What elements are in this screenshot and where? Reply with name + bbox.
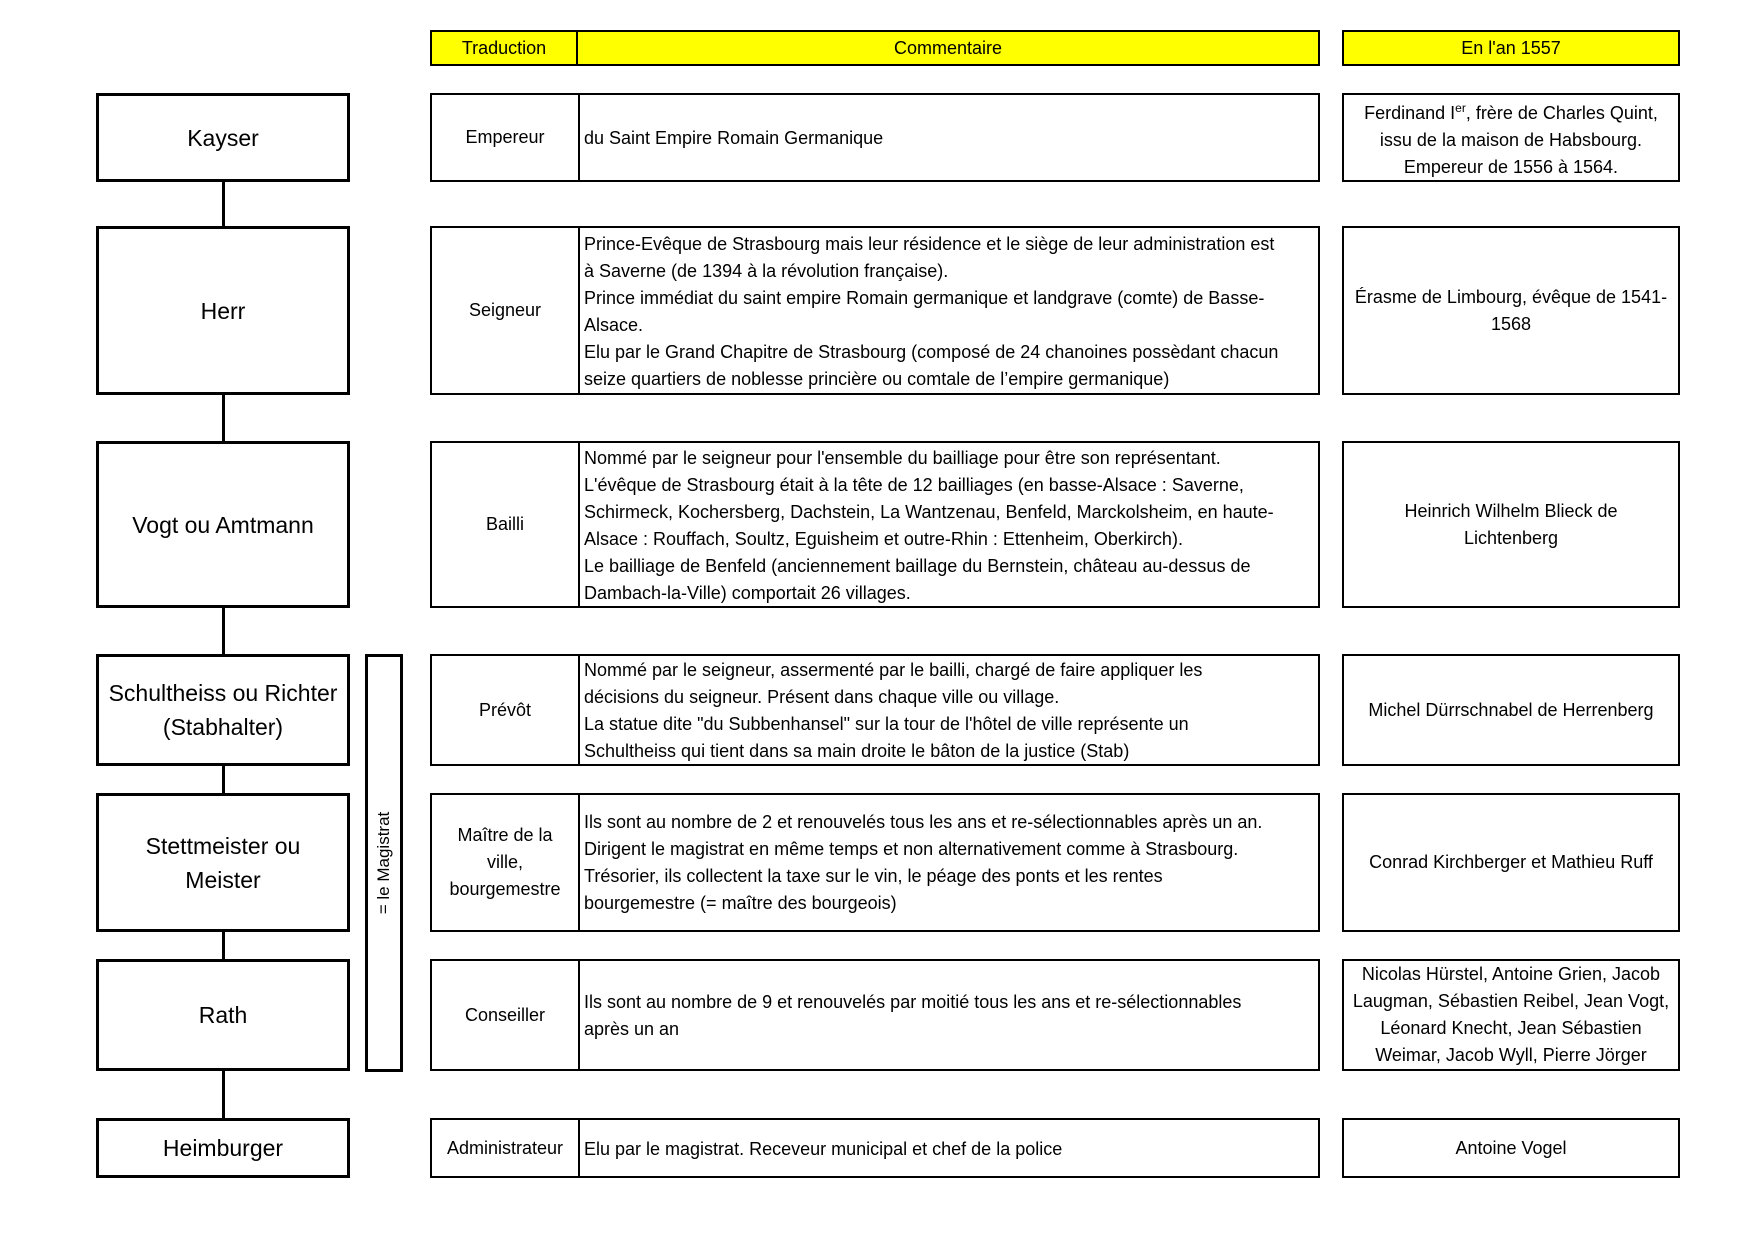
row-schultheiss <box>430 654 1320 766</box>
connector <box>222 608 225 654</box>
title-vogt: Vogt ou Amtmann <box>96 441 350 608</box>
traduction-cell: Administrateur <box>432 1120 580 1176</box>
title-heimburger: Heimburger <box>96 1118 350 1178</box>
commentaire-cell: du Saint Empire Romain Germanique <box>584 128 884 148</box>
header-commentaire: Commentaire <box>576 30 1320 66</box>
row-herr <box>430 226 1320 395</box>
commentaire-cell: Elu par le magistrat. Receveur municipal et chef de la police <box>584 1138 1063 1159</box>
title-rath: Rath <box>96 959 350 1071</box>
annee-cell: Michel Dürrschnabel de Herrenberg <box>1342 654 1680 766</box>
row-vogt <box>430 441 1320 608</box>
title-herr: Herr <box>96 226 350 395</box>
traduction-cell: Empereur <box>432 95 580 180</box>
annee-cell: Antoine Vogel <box>1342 1118 1680 1178</box>
magistrat-label: = le Magistrat <box>374 811 393 915</box>
annee-cell: Nicolas Hürstel, Antoine Grien, Jacob Laugman, Sébastien Reibel, Jean Vogt, Léonard Knecht, Jean Sébastien Weimar, Jacob Wyll, Pierre Jörger <box>1342 959 1680 1071</box>
header-annee: En l'an 1557 <box>1342 30 1680 66</box>
annee-cell: Heinrich Wilhelm Blieck de Lichtenberg <box>1342 441 1680 608</box>
row-heimburger <box>430 1118 1320 1178</box>
annee-cell: Érasme de Limbourg, évêque de 1541- 1568 <box>1342 226 1680 395</box>
title-stettmeister: Stettmeister ou Meister <box>96 793 350 932</box>
header-traduction: Traduction <box>430 30 578 66</box>
traduction-cell: Seigneur <box>432 228 580 393</box>
magistrat-bracket <box>365 654 403 1072</box>
commentaire-cell: Nommé par le seigneur pour l'ensemble du bailliage pour être son représentant. L'évêque de Strasbourg était à la tête de 12 bailliages (en basse-Alsace : Saverne, Schirmeck, Kochersberg, Dachstein, La Wantzenau, Benfeld, Marckolsheim, en haute- Alsace : Rouffach, Soultz, Eguisheim et outre-Rhin : Ettenheim, Oberkirch). Le bailliage de Benfeld (anciennement baillage du Bernstein, château au-dessus de Dambach-la-Ville) comportait 26 villages. <box>584 447 1274 603</box>
connector <box>222 1071 225 1118</box>
traduction-cell: Bailli <box>432 443 580 606</box>
connector <box>222 766 225 793</box>
commentaire-cell: Prince-Evêque de Strasbourg mais leur résidence et le siège de leur administration est à Saverne (de 1394 à la révolution française). Prince immédiat du saint empire Romain germanique et landgrave (comte) de Basse- Alsace. Elu par le Grand Chapitre de Strasbourg (composé de 24 chanoines possèdant chacun seize quartiers de noblesse princière ou comtale de l’empire germanique) <box>584 233 1279 389</box>
connector <box>222 182 225 226</box>
row-rath <box>430 959 1320 1071</box>
connector <box>222 395 225 441</box>
traduction-cell: Prévôt <box>432 656 580 764</box>
commentaire-cell: Nommé par le seigneur, assermenté par le bailli, chargé de faire appliquer les décisions du seigneur. Présent dans chaque ville ou village. La statue dite "du Subbenhansel" sur la tour de l'hôtel de ville représente un Schultheiss qui tient dans sa main droite le bâton de la justice (Stab) <box>584 660 1203 761</box>
title-kayser: Kayser <box>96 93 350 182</box>
row-kayser <box>430 93 1320 182</box>
annee-cell: Ferdinand Ier, frère de Charles Quint, issu de la maison de Habsbourg. Empereur de 1556 à 1564. <box>1342 93 1680 182</box>
annee-cell: Conrad Kirchberger et Mathieu Ruff <box>1342 793 1680 932</box>
connector <box>222 932 225 959</box>
commentaire-cell: Ils sont au nombre de 2 et renouvelés tous les ans et re-sélectionnables après un an. Dirigent le magistrat en même temps et non alternativement comme à Strasbourg. Trésorier, ils collectent la taxe sur le vin, le péage des ponts et les rentes bourgemestre (= maître des bourgeois) <box>584 812 1263 913</box>
row-stettmeister <box>430 793 1320 932</box>
commentaire-cell: Ils sont au nombre de 9 et renouvelés par moitié tous les ans et re-sélectionnables après un an <box>584 992 1242 1039</box>
title-schultheiss: Schultheiss ou Richter (Stabhalter) <box>96 654 350 766</box>
traduction-cell: Maître de la ville, bourgemestre <box>432 795 580 930</box>
traduction-cell: Conseiller <box>432 961 580 1069</box>
